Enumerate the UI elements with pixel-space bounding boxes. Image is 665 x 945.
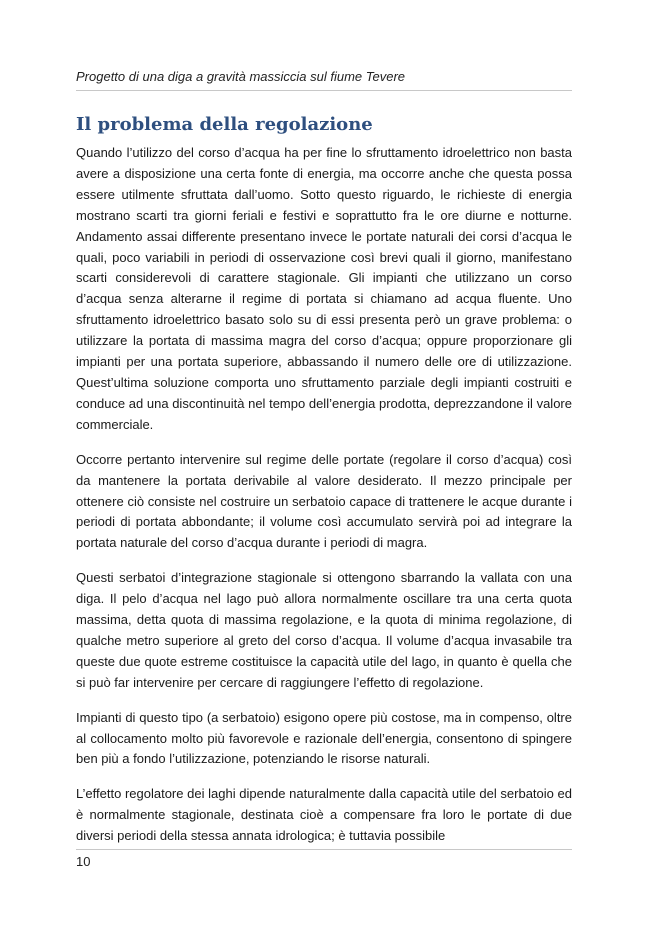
body-text — [76, 143, 572, 861]
paragraph-5: L’effetto regolatore dei laghi dipende naturalmente dalla capacità utile del serbatoio ed è normalmente stagionale, destinata cioè a compensare fra loro le portate di due diversi periodi della stessa annata idrologica; è tuttavia possibile — [76, 786, 572, 844]
header-divider — [76, 90, 572, 91]
paragraph-4: Impianti di questo tipo (a serbatoio) esigono opere più costose, ma in compenso, oltre al collocamento molto più favorevole e razionale dell’energia, consentono di spingere ben più a fondo l’utilizzazione, potenziando le risorse naturali. — [76, 709, 572, 767]
running-header: Progetto di una diga a gravità massiccia sul fiume Tevere — [76, 69, 406, 84]
page-number: 10 — [76, 854, 91, 869]
section-title: Il problema della regolazione — [76, 114, 373, 135]
paragraph-2: Occorre pertanto intervenire sul regime delle portate (regolare il corso d’acqua) così da mantenere la portata derivabile al valore desiderato. Il mezzo principale per ottenere ciò consiste nel costruire un serbatoio capace di trattenere le acque durante i periodi di portata abbondante; il volume così accumulato servirà poi ad integrare la portata naturale del corso d’acqua durante i periodi di magra. — [76, 451, 572, 551]
paragraph-3: Questi serbatoi d’integrazione stagionale si ottengono sbarrando la vallata con una diga. Il pelo d’acqua nel lago può allora normalmente oscillare tra una certa quota massima, detta quota di massima regolazione, e la quota di minima regolazione, di qualche metro superiore al greto del corso d’acqua. Il volume d’acqua invasabile tra queste due quote estreme costituisce la capacità utile del lago, in quanto è quella che si può far intervenire per cercare di raggiungere l’effetto di regolazione. — [76, 570, 572, 690]
paragraph-1: Quando l’utilizzo del corso d’acqua ha per fine lo sfruttamento idroelettrico non basta avere a disposizione una certa fonte di energia, ma occorre anche che questa possa essere utilmente sfruttata dall’uomo. Sotto questo riguardo, le richieste di energia mostrano scarti tra giorni feriali e festivi e soprattutto fra le ore diurne e notturne. Andamento assai differente presentano invece le portate naturali dei corsi d’acqua le quali, poco variabili in periodi di osservazione così brevi quali il giorno, manifestano scarti considerevoli di carattere stagionale. Gli impianti che utilizzano un corso d’acqua senza alterarne il regime di portata si chiamano ad acqua fluente. Uno sfruttamento idroelettrico basato solo su di essi presenta però un grave problema: o utilizzare la portata di massima magra del corso d’acqua; oppure proporzionare gli impianti per una portata superiore, abbassando il numero delle ore di utilizzazione. Quest’ultima soluzione comporta uno sfruttamento parziale degli impianti costruiti e conduce ad una discontinuità nel tempo dell’energia prodotta, deprezzandone il valore commerciale. — [76, 145, 572, 432]
footer-divider — [76, 849, 572, 850]
